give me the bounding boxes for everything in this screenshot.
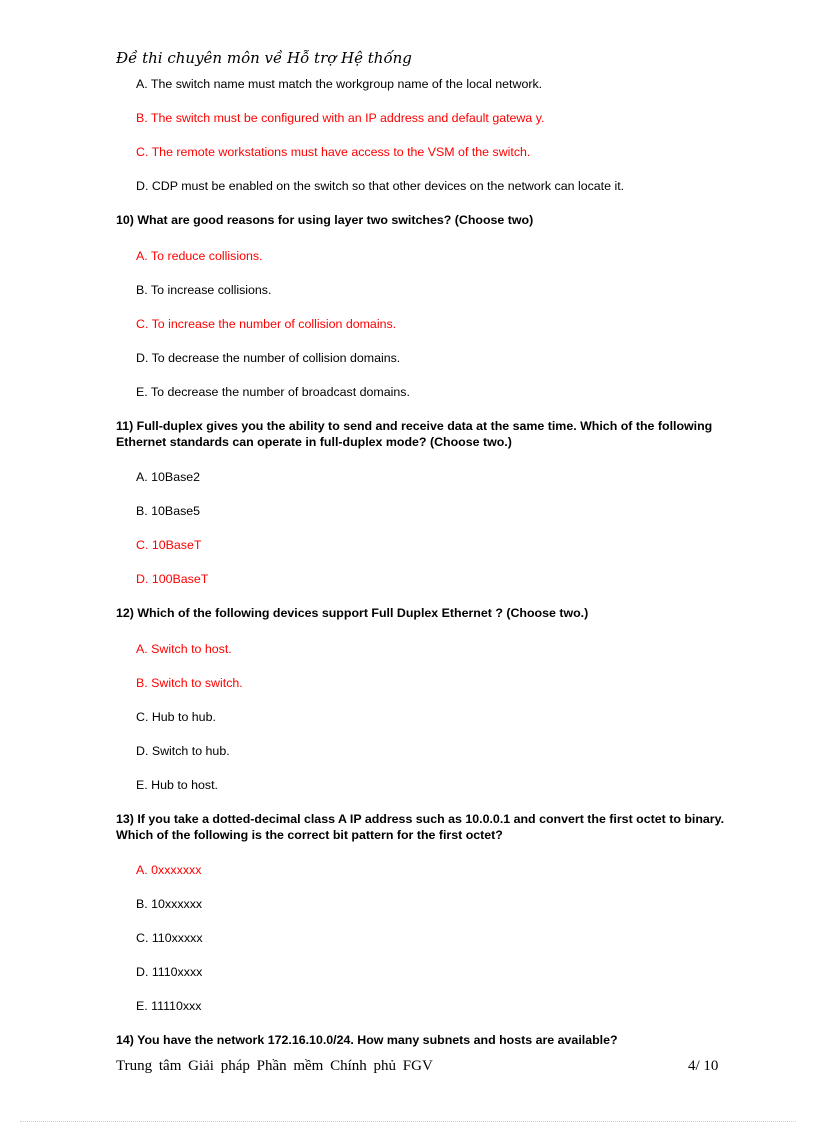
answer-option-correct: C. To increase the number of collision domains. <box>136 317 397 331</box>
answer-option-correct: A. Switch to host. <box>136 642 232 656</box>
answer-option: B. 10xxxxxx <box>136 897 203 911</box>
answer-option: D. CDP must be enabled on the switch so that other devices on the network can locate it. <box>136 179 625 193</box>
answer-option: B. To increase collisions. <box>136 283 272 297</box>
answer-option: B. 10Base5 <box>136 504 201 518</box>
answer-option: C. 110xxxxx <box>136 931 203 945</box>
answer-option-correct: C. 10BaseT <box>136 538 202 552</box>
answer-option-correct: B. Switch to switch. <box>136 676 243 690</box>
question-list <box>116 74 736 1066</box>
question-text: 14) You have the network 172.16.10.0/24. How many subnets and hosts are available? <box>116 1033 618 1047</box>
question-text: 12) Which of the following devices support Full Duplex Ethernet ? (Choose two.) <box>116 606 589 620</box>
footer-page-number: 4/ 10 <box>688 1058 719 1074</box>
answer-option: E. 11110xxx <box>136 999 202 1013</box>
question-text: 10) What are good reasons for using layer two switches? (Choose two) <box>116 213 534 227</box>
answer-option: C. Hub to hub. <box>136 710 216 724</box>
answer-option-correct: A. 0xxxxxxx <box>136 863 202 877</box>
answer-option: D. 1110xxxx <box>136 965 203 979</box>
answer-option: D. To decrease the number of collision domains. <box>136 351 401 365</box>
answer-option: D. Switch to hub. <box>136 744 230 758</box>
answer-option: E. To decrease the number of broadcast domains. <box>136 385 410 399</box>
answer-option: E. Hub to host. <box>136 778 218 792</box>
answer-option-correct: B. The switch must be configured with an IP address and default gatewa y. <box>136 111 545 125</box>
answer-option-correct: D. 100BaseT <box>136 572 209 586</box>
answer-option-correct: A. To reduce collisions. <box>136 249 263 263</box>
page-bottom-edge <box>20 1121 796 1122</box>
answer-option-correct: C. The remote workstations must have access to the VSM of the switch. <box>136 145 531 159</box>
answer-option: A. 10Base2 <box>136 470 201 484</box>
page-header-title: Đề thi chuyên môn về Hỗ trợ Hệ thống <box>116 49 412 67</box>
question-text: 11) Full-duplex gives you the ability to send and receive data at the same time. Which of the following Ethernet standards can operate in full-duplex mode? (Choose two.) <box>116 419 713 449</box>
question-text: 13) If you take a dotted-decimal class A IP address such as 10.0.0.1 and convert the first octet to binary. Which of the following is the correct bit pattern for the first octet? <box>116 812 725 842</box>
footer-organization: Trung tâm Giải pháp Phần mềm Chính phủ FGV <box>116 1058 433 1074</box>
answer-option: A. The switch name must match the workgroup name of the local network. <box>136 77 543 91</box>
